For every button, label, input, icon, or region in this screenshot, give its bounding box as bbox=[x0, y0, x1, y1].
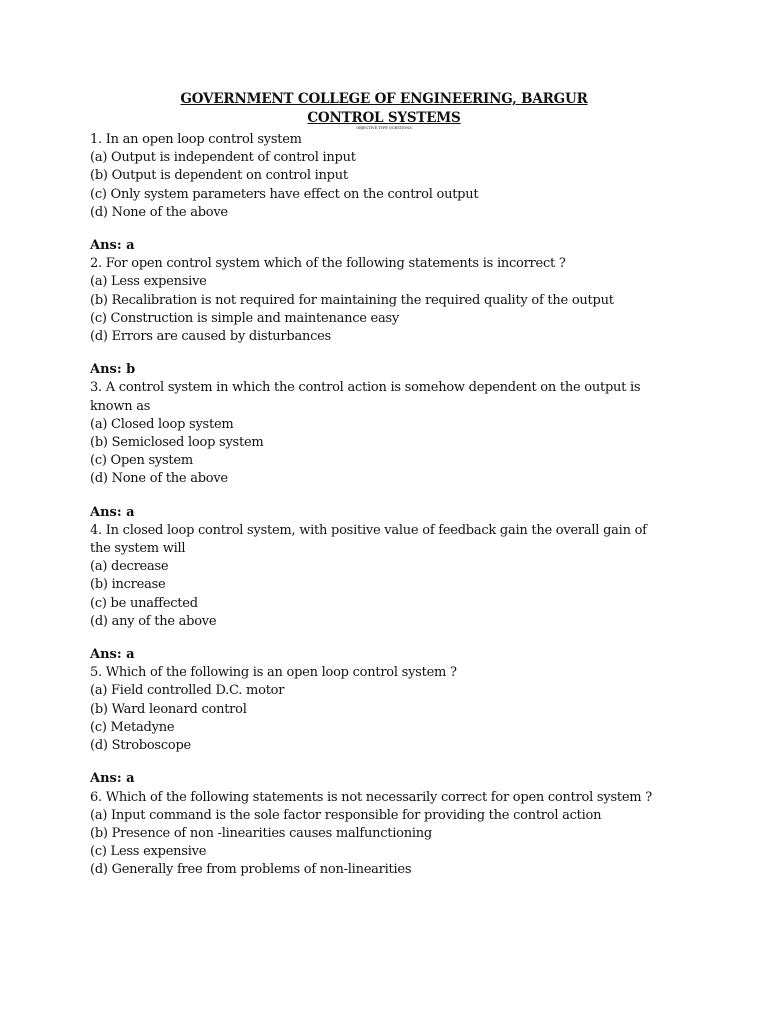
option-d: (d) None of the above bbox=[90, 204, 228, 220]
option-c: (c) Only system parameters have effect on the control output bbox=[90, 186, 479, 202]
option-c: (c) Metadyne bbox=[90, 719, 175, 735]
question-text: 3. A control system in which the control action is somehow dependent on the output is known as bbox=[90, 380, 641, 414]
option-a: (a) Closed loop system bbox=[90, 416, 234, 432]
question-text: 5. Which of the following is an open loop control system ? bbox=[90, 665, 457, 681]
question-block bbox=[90, 255, 658, 346]
objective-subheading: OBJECTIVE TYPE QUESTIONS bbox=[356, 126, 412, 130]
option-b: (b) Ward leonard control bbox=[90, 701, 247, 717]
subject-title: CONTROL SYSTEMS bbox=[307, 110, 461, 126]
option-c: (c) Open system bbox=[90, 453, 193, 469]
option-b: (b) Output is dependent on control input bbox=[90, 168, 348, 184]
question-text: 6. Which of the following statements is not necessarily correct for open control system ? bbox=[90, 789, 652, 805]
option-b: (b) Semiclosed loop system bbox=[90, 435, 264, 451]
option-d: (d) Generally free from problems of non-linearities bbox=[90, 862, 412, 878]
option-d: (d) any of the above bbox=[90, 613, 217, 629]
option-b: (b) Presence of non -linearities causes malfunctioning bbox=[90, 825, 432, 841]
option-d: (d) Errors are caused by disturbances bbox=[90, 329, 331, 345]
question-block bbox=[90, 664, 658, 755]
option-c: (c) be unaffected bbox=[90, 595, 198, 611]
question-text: 4. In closed loop control system, with positive value of feedback gain the overall gain of the system will bbox=[90, 522, 647, 557]
question-block bbox=[90, 789, 658, 880]
question-text: 1. In an open loop control system bbox=[90, 132, 302, 147]
question-list bbox=[90, 131, 658, 895]
question-block bbox=[90, 131, 658, 222]
option-d: (d) Stroboscope bbox=[90, 738, 191, 754]
question-text: 2. For open control system which of the following statements is incorrect ? bbox=[90, 256, 566, 272]
option-b: (b) increase bbox=[90, 577, 166, 593]
answer-label: Ans: a bbox=[90, 771, 135, 787]
answer-label: Ans: b bbox=[90, 362, 136, 378]
option-c: (c) Less expensive bbox=[90, 844, 207, 860]
institution-title: GOVERNMENT COLLEGE OF ENGINEERING, BARGUR bbox=[180, 91, 588, 107]
option-a: (a) decrease bbox=[90, 559, 169, 575]
option-a: (a) Output is independent of control input bbox=[90, 150, 356, 166]
option-b: (b) Recalibration is not required for maintaining the required quality of the output bbox=[90, 292, 614, 308]
option-c: (c) Construction is simple and maintenance easy bbox=[90, 310, 400, 326]
option-d: (d) None of the above bbox=[90, 471, 228, 487]
question-block bbox=[90, 379, 658, 488]
answer-label: Ans: a bbox=[90, 647, 135, 663]
question-block bbox=[90, 522, 658, 631]
answer-label: Ans: a bbox=[90, 504, 135, 520]
answer-label: Ans: a bbox=[90, 238, 135, 254]
option-a: (a) Input command is the sole factor responsible for providing the control action bbox=[90, 807, 602, 823]
option-a: (a) Less expensive bbox=[90, 274, 207, 290]
option-a: (a) Field controlled D.C. motor bbox=[90, 683, 285, 699]
